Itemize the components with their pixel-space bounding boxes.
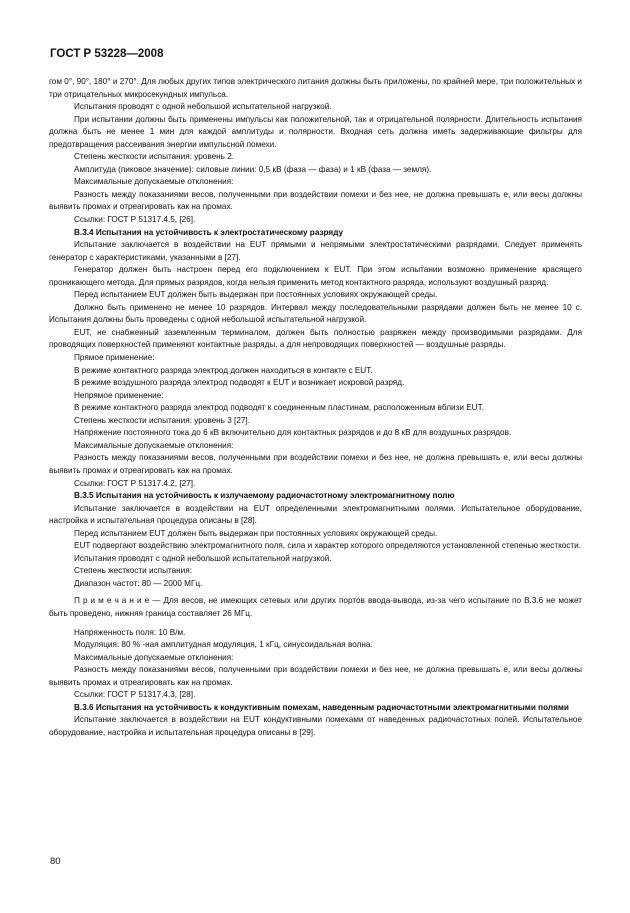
paragraph: Максимальные допускаемые отклонения:	[74, 177, 234, 187]
paragraph: Испытания проводят с одной небольшой испытательной нагрузкой.	[74, 553, 332, 563]
paragraph: Максимальные допускаемые отклонения:	[74, 652, 234, 662]
page-number: 80	[50, 856, 61, 867]
paragraph: Степень жесткости испытания: уровень 3 [27].	[74, 415, 250, 425]
paragraph: Амплитуда (пиковое значение): силовые линии: 0,5 кВ (фаза — фаза) и 1 кВ (фаза — земля).	[74, 164, 432, 174]
paragraph: EUT подвергают воздействию электромагнитного поля, сила и характер которого определяются установленной степенью жесткости.	[74, 541, 582, 551]
paragraph: Разность между показаниями весов, полученными при воздействии помехи и без нее, не должна превышать е, или весы должны выявить промах и отреагировать как на промах.	[49, 665, 582, 687]
paragraph: Напряжение постоянного тока до 6 кВ включительно для контактных разрядов и до 8 кВ для воздушных разрядов.	[74, 428, 512, 438]
section-heading: В.3.5 Испытания на устойчивость к излучаемому радиочастотному электромагнитному полю	[74, 491, 455, 501]
body-text	[49, 76, 582, 739]
paragraph: Степень жесткости испытания:	[74, 566, 192, 576]
section-heading: В.3.4 Испытания на устойчивость к электростатическому разряду	[74, 227, 344, 237]
paragraph: Ссылки: ГОСТ Р 51317.4.5, [26].	[74, 215, 196, 225]
standard-header: ГОСТ Р 53228—2008	[50, 48, 164, 60]
paragraph: Степень жесткости испытания: уровень 2.	[74, 152, 235, 162]
paragraph: Модуляция: 80 % -ная амплитудная модуляция, 1 кГц, синусоидальная волна.	[74, 640, 373, 650]
note-paragraph: П р и м е ч а н и е — Для весов, не имеющих сетевых или других портов ввода-вывода, из-за чего испытание по В.3.6 не может быть проведено, нижняя граница составляет 26 МГц.	[49, 596, 582, 618]
paragraph: Максимальные допускаемые отклонения:	[74, 440, 234, 450]
paragraph: EUT, не снабженный заземленным терминалом, должен быть полностью разряжен между производимыми разрядами. Для проводящих поверхностей применяют контактные разряды, а для непроводящих поверхностей — воздушные разряды.	[49, 327, 582, 350]
paragraph: Испытание заключается в воздействии на EUT кондуктивными помехами от наведенных радиочастотных полей. Испытательное оборудование, настройка и испытательная процедура описаны в [29].	[49, 715, 582, 737]
paragraph: гом 0°, 90°, 180° и 270°. Для любых других типов электрического питания должны быть приложены, по крайней мере, три положительных и три отрицательных микросекундных импульса.	[49, 77, 582, 99]
paragraph: Ссылки: ГОСТ Р 51317.4.3, [28].	[74, 690, 196, 700]
paragraph: Испытание заключается в воздействии на EUT определенными электромагнитными полями. Испытательное оборудование, настройка и испытательная процедура описаны в [28].	[49, 503, 582, 526]
paragraph: Генератор должен быть настроен перед его подключением к EUT. При этом испытании возможно применение красящего проникающего метода. Для прямых разрядов, когда нельзя применить метод контактного разряда, используют воздушный разряд.	[49, 265, 582, 287]
paragraph: Прямое применение:	[74, 353, 155, 363]
paragraph: Диапазон частот: 80 — 2000 МГц.	[74, 578, 203, 588]
paragraph: В режиме воздушного разряда электрод подводят к EUT и возникает искровой разряд.	[74, 378, 405, 388]
paragraph: Разность между показаниями весов, полученными при воздействии помехи и без нее, не должна превышать е, или весы должны выявить промах и отреагировать как на промах.	[49, 189, 582, 212]
paragraph: Испытания проводят с одной небольшой испытательной нагрузкой.	[74, 102, 332, 112]
paragraph: Должно быть применено не менее 10 разрядов. Интервал между последовательными разрядами должен быть не менее 10 с. Испытания должны быть проведены с одной небольшой испытательной нагрузкой.	[49, 302, 582, 325]
paragraph: В режиме контактного разряда электрод подводят к соединенным пластинам, расположенным вблизи EUT.	[74, 403, 484, 413]
paragraph: Напряженность поля: 10 В/м.	[74, 627, 186, 637]
paragraph: Перед испытанием EUT должен быть выдержан при постоянных условиях окружающей среды.	[74, 290, 438, 300]
section-heading: В.3.6 Испытания на устойчивость к кондуктивным помехам, наведенным радиочастотными электромагнитными полями	[74, 702, 569, 712]
paragraph: Непрямое применение:	[74, 390, 164, 400]
paragraph: Испытание заключается в воздействии на EUT прямыми и непрямыми электростатическими разрядами. Следует применять генератор с характеристиками, указанными в [27].	[49, 240, 582, 262]
paragraph: При испытании должны быть применены импульсы как положительной, так и отрицательной полярности. Длительность испытания должна быть не менее 1 мин для каждой амплитуды и полярности. Входная сеть должна иметь задерживающие фильтры для предотвращения рассеивания энергии импульсной помехи.	[49, 114, 582, 149]
paragraph: В режиме контактного разряда электрод должен находиться в контакте с EUT.	[74, 365, 373, 375]
paragraph: Ссылки: ГОСТ Р 51317.4.2, [27].	[74, 478, 196, 488]
paragraph: Перед испытанием EUT должен быть выдержан при постоянных условиях окружающей среды.	[74, 528, 438, 538]
paragraph: Разность между показаниями весов, полученными при воздействии помехи и без нее, не должна превышать е, или весы должны выявить промах и отреагировать как на промах.	[49, 453, 582, 475]
